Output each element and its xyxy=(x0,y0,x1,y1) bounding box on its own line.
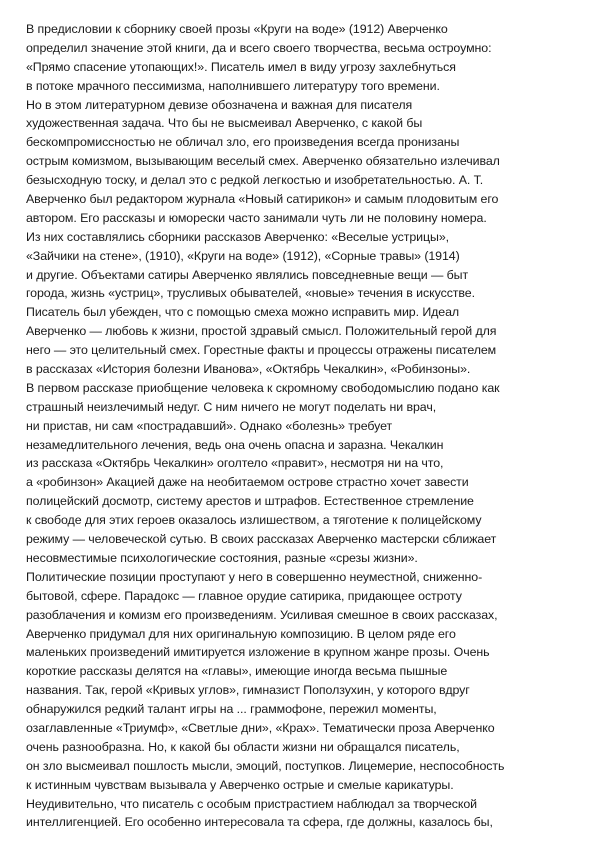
text-line: в потоке мрачного пессимизма, наполнившего литературу того времени. xyxy=(26,78,440,93)
text-line: бытовой, сфере. Парадокс — главное орудие сатирика, придающее остроту xyxy=(26,588,462,603)
text-line: художественная задача. Что бы не высмеивал Аверченко, с какой бы xyxy=(26,116,423,131)
text-line: к свободе для этих героев оказалось излишеством, а тяготение к полицейскому xyxy=(26,513,482,528)
text-line: Аверченко был редактором журнала «Новый сатирикон» и самым плодовитым его xyxy=(26,192,499,207)
text-line: интеллигенцией. Его особенно интересовала та сфера, где должны, казалось бы, xyxy=(26,815,493,830)
text-line: незамедлительного лечения, ведь она очень опасна и заразна. Чекалкин xyxy=(26,437,444,452)
text-line: он зло высмеивал пошлость мысли, эмоций, поступков. Лицемерие, неспособность xyxy=(26,758,505,773)
text-line: города, жизнь «устриц», трусливых обывателей, «новые» течения в искусстве. xyxy=(26,286,475,301)
text-line: режиму — человеческой сутью. В своих рассказах Аверченко мастерски сближает xyxy=(26,532,497,547)
text-line: страшный неизлечимый недуг. С ним ничего не могут поделать ни врач, xyxy=(26,399,437,414)
text-line: обнаружился редкий талант игры на ... граммофоне, пережил моменты, xyxy=(26,702,437,717)
text-line: бескомпромиссностью не обличал зло, его произведения всегда пронизаны xyxy=(26,135,460,150)
text-line: маленьких произведений имитируется изложение в крупном жанре прозы. Очень xyxy=(26,645,490,660)
text-line: разоблачения и комизм его произведениям. Усиливая смешное в своих рассказах, xyxy=(26,607,498,622)
text-line: «Прямо спасение утопающих!». Писатель имел в виду угрозу захлебнуться xyxy=(26,59,456,74)
text-line: в рассказах «История болезни Иванова», «Октябрь Чекалкин», «Робинзоны». xyxy=(26,362,471,377)
text-line: Аверченко — любовь к жизни, простой здравый смысл. Положительный герой для xyxy=(26,324,497,339)
body-text xyxy=(26,20,574,832)
text-line: полицейский досмотр, систему арестов и штрафов. Естественное стремление xyxy=(26,494,474,509)
text-line: очень разнообразна. Но, к какой бы области жизни ни обращался писатель, xyxy=(26,739,460,754)
text-line: В первом рассказе приобщение человека к скромному свободомыслию подано как xyxy=(26,380,500,395)
text-line: Писатель был убежден, что с помощью смеха можно исправить мир. Идеал xyxy=(26,305,460,320)
text-line: к истинным чувствам вызывала у Аверченко острые и смелые карикатуры. xyxy=(26,777,454,792)
text-line: «Зайчики на стене», (1910), «Круги на воде» (1912), «Сорные травы» (1914) xyxy=(26,248,460,263)
text-line: Неудивительно, что писатель с особым пристрастием наблюдал за творческой xyxy=(26,796,478,811)
text-line: Аверченко придумал для них оригинальную композицию. В целом ряде его xyxy=(26,626,456,641)
text-line: из рассказа «Октябрь Чекалкин» оголтело «правит», несмотря ни на что, xyxy=(26,456,444,471)
text-line: короткие рассказы делятся на «главы», имеющие иногда весьма пышные xyxy=(26,664,448,679)
text-line: Из них составлялись сборники рассказов Аверченко: «Веселые устрицы», xyxy=(26,229,450,244)
text-line: названия. Так, герой «Кривых углов», гимназист Поползухин, у которого вдруг xyxy=(26,683,470,698)
text-line: безысходную тоску, и делал это с редкой легкостью и изобретательностью. А. Т. xyxy=(26,173,484,188)
text-line: озаглавленные «Триумф», «Светлые дни», «Крах». Тематически проза Аверченко xyxy=(26,720,495,735)
text-line: острым комизмом, вызывающим веселый смех. Аверченко обязательно излечивал xyxy=(26,154,500,169)
text-line: В предисловии к сборнику своей прозы «Круги на воде» (1912) Аверченко xyxy=(26,22,448,36)
text-line: Но в этом литературном девизе обозначена и важная для писателя xyxy=(26,97,413,112)
text-line: а «робинзон» Акацией даже на необитаемом острове страстно хочет завести xyxy=(26,475,469,490)
text-line: определил значение этой книги, да и всего своего творчества, весьма остроумно: xyxy=(26,40,492,55)
text-line: несовместимые психологические состояния, разные «срезы жизни». xyxy=(26,550,418,565)
text-line: Политические позиции проступают у него в совершенно неуместной, сниженно- xyxy=(26,569,483,584)
text-line: и другие. Объектами сатиры Аверченко являлись повседневные вещи — быт xyxy=(26,267,469,282)
text-line: него — это целительный смех. Горестные факты и процессы отражены писателем xyxy=(26,343,497,358)
text-line: ни пристав, ни сам «пострадавший». Однако «болезнь» требует xyxy=(26,418,393,433)
text-line: автором. Его рассказы и юморески часто занимали чуть ли не половину номера. xyxy=(26,210,487,225)
